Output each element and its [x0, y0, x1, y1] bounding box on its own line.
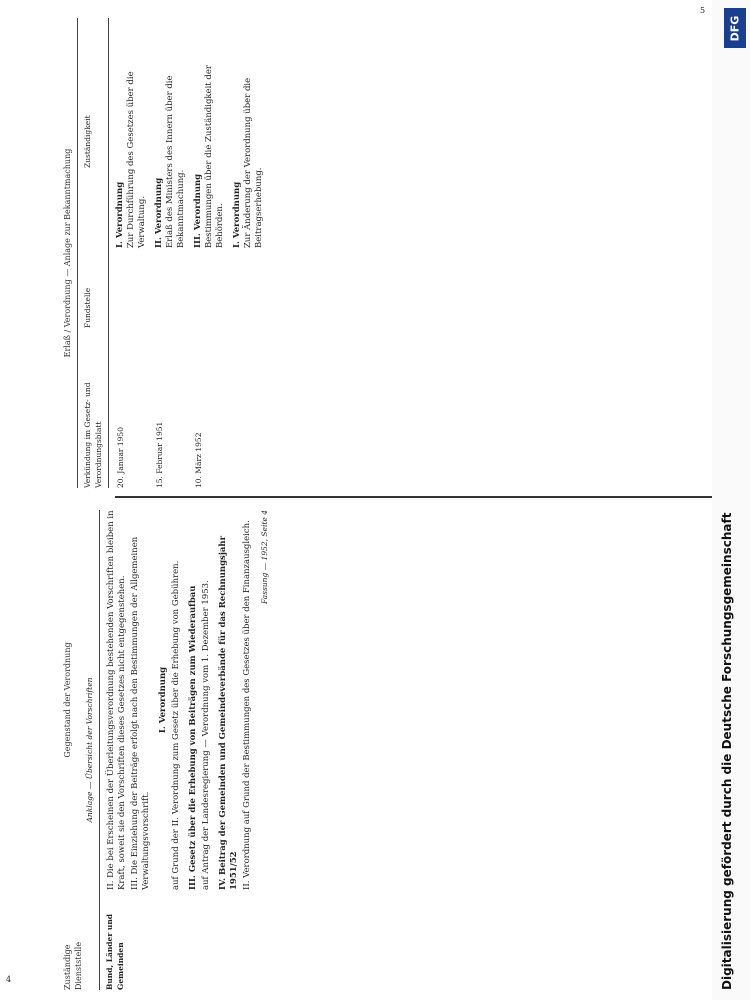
upper-entry-date-1: 20. Januar 1950: [116, 427, 125, 488]
upper-entry-text-1: Zur Durchführung des Gesetzes über die Verwaltung.: [126, 71, 147, 248]
upper-entry-title-4: I. Verordnung: [232, 181, 242, 248]
digitization-notice: Digitalisierung gefördert durch die Deutsche Forschungsgemeinschaft: [720, 512, 734, 990]
lower-header-left: Zuständige Dienststelle: [63, 941, 83, 990]
lower-section1-title: I. Verordnung: [158, 666, 168, 734]
upper-entry-row-3: [193, 18, 226, 488]
lower-paragraph-1: II. Die bei Erscheinen der Überleitungsverordnung bestehenden Vorschriften bleiben in Kraft, soweit sie den Vorschriften dieses Gesetzes nicht entgegenstehen.: [106, 510, 127, 890]
upper-entry-title-2: II. Verordnung: [154, 177, 164, 248]
page-number-bottom: 4: [6, 975, 12, 984]
upper-col-header-2: Fundstelle: [83, 287, 92, 328]
dfg-logo-text: DFG: [728, 15, 742, 41]
upper-col-header-1: Verkündung im Gesetz- und Verordnungsblatt: [83, 382, 103, 488]
upper-header: Erlaß / Verordnung — Anlage zur Bekanntmachung: [63, 148, 72, 358]
lower-left-column-entry: Bund, Länder und Gemeinden: [105, 913, 125, 990]
lower-header-row: [62, 510, 84, 990]
lower-section3-text: auf Antrag der Landesregierung — Verordnung vom 1. Dezember 1953.: [201, 580, 211, 890]
upper-columns-rule: [108, 18, 109, 488]
upper-entry-date-3: 10. März 1952: [194, 432, 203, 488]
lower-paragraph-2: III. Die Einziehung der Beiträge erfolgt nach den Bestimmungen der Allgemeinen Verwaltungsvorschrift.: [130, 536, 151, 890]
lower-header-center: Gegenstand der Verordnung: [63, 642, 72, 758]
lower-document-section: [62, 510, 742, 990]
upper-header-rule: [77, 18, 78, 488]
lower-section1-text: auf Grund der II. Verordnung zum Gesetz über die Erhebung von Gebühren.: [171, 560, 181, 890]
lower-body: [104, 510, 270, 990]
upper-col-header-3: Zuständigkeit: [83, 115, 92, 168]
page-number-top: 5: [700, 6, 706, 15]
lower-section4-text: II. Verordnung auf Grund der Bestimmungen des Gesetzes über den Finanzausgleich.: [242, 520, 252, 890]
upper-document-section: [62, 18, 742, 488]
upper-entry-row-4: [232, 18, 265, 488]
lower-header-subtitle: Anklage — Übersicht der Vorschriften: [85, 677, 94, 823]
upper-entry-row-2: [154, 18, 187, 488]
lower-section3-title: III. Gesetz über die Erhebung von Beiträgen zum Wiederaufbau: [188, 585, 198, 890]
lower-footnote: Fassung — 1952, Seite 4: [260, 510, 269, 605]
upper-entry-text-3: Bestimmungen über die Zuständigkeit der Behörden.: [204, 65, 225, 248]
upper-entry-title-3: III. Verordnung: [193, 173, 203, 248]
upper-entry-text-4: Zur Änderung der Verordnung über die Beitragserhebung.: [243, 77, 264, 248]
upper-entry-date-2: 15. Februar 1951: [155, 421, 164, 488]
page-fold-divider: [115, 496, 730, 498]
upper-column-headers: [82, 18, 104, 488]
lower-header-rule: [99, 510, 100, 990]
upper-entry-title-1: I. Verordnung: [115, 181, 125, 248]
upper-entry-row-1: [115, 18, 148, 488]
upper-entry-text-2: Erlaß des Ministers des Innern über die Bekanntmachung.: [165, 75, 186, 248]
dfg-logo: [724, 8, 746, 48]
lower-section4-title: IV. Beitrag der Gemeinden und Gemeindeverbände für das Rechnungsjahr 1951/52: [218, 535, 239, 890]
